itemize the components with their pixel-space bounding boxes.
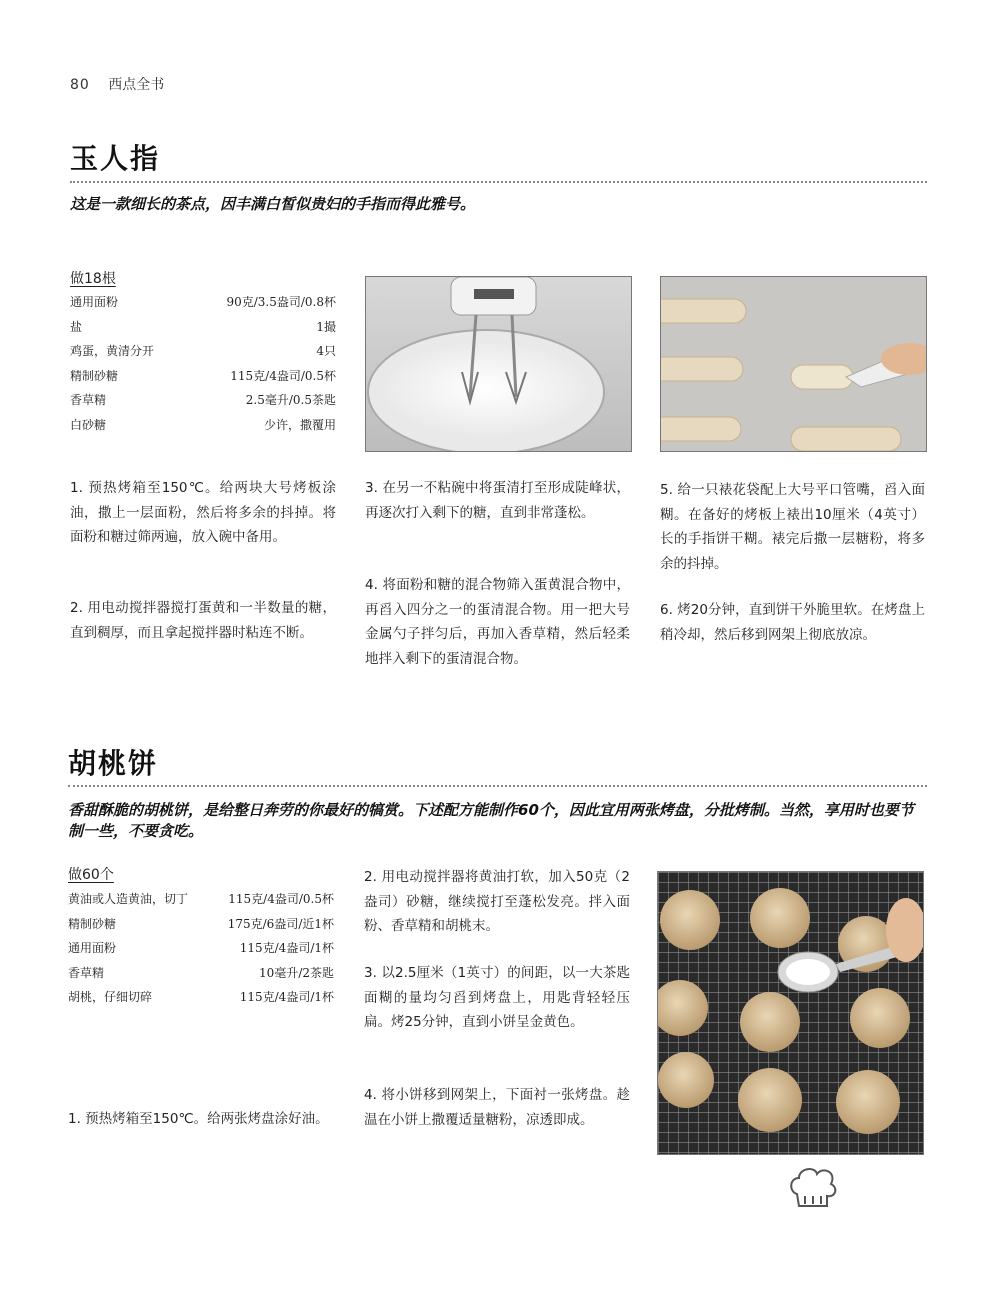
piping-illustration [661, 277, 926, 451]
ingredient-row [70, 416, 336, 441]
step-4: 4. 将面粉和糖的混合物筛入蛋黄混合物中，再舀入四分之一的蛋清混合物。用一把大号金属勺子拌匀后，再加入香草精，然后轻柔地拌入剩下的蛋清混合物。 [365, 577, 630, 667]
ingredient-list [68, 890, 334, 1013]
ingredient-amount: 少许，撒覆用 [263, 417, 336, 432]
ingredient-name: 香草精 [68, 965, 105, 980]
ingredient-amount: 2.5毫升/0.5茶匙 [245, 393, 336, 407]
ingredient-row [70, 318, 336, 343]
ingredient-row [70, 342, 336, 367]
photo-piping-ladyfingers [660, 276, 927, 452]
ingredient-name: 精制砂糖 [70, 368, 119, 383]
ingredient-row [70, 391, 336, 416]
step-2: 2. 用电动搅拌器将黄油打软，加入50克（2盎司）砂糖，继续搅打至蓬松发亮。拌入面粉、香草精和胡桃末。 [364, 869, 630, 934]
ingredient-row [70, 367, 336, 392]
ingredient-name: 鸡蛋，黄清分开 [70, 344, 155, 358]
recipe-intro: 香甜酥脆的胡桃饼，是给整日奔劳的你最好的犒赏。下述配方能制作60个，因此宜用两张烤盘，分批烤制。当然，享用时也要节制一些，不要贪吃。 [68, 801, 914, 840]
ingredient-name: 通用面粉 [70, 295, 119, 309]
ingredient-name: 香草精 [70, 393, 107, 407]
ingredient-row [70, 293, 336, 318]
chef-hat-icon [787, 1164, 839, 1216]
step-3: 3. 在另一不粘碗中将蛋清打至形成陡峰状，再逐次打入剩下的糖，直到非常蓬松。 [365, 480, 630, 521]
step-4: 4. 将小饼移到网架上，下面衬一张烤盘。趁温在小饼上撒覆适量糖粉，凉透即成。 [364, 1087, 630, 1128]
page-number: 80 [70, 77, 90, 93]
ingredient-name: 胡桃，仔细切碎 [68, 990, 153, 1004]
title-divider [70, 181, 927, 183]
ingredient-row [68, 915, 334, 940]
step-1: 1. 预热烤箱至150℃。给两张烤盘涂好油。 [68, 1111, 329, 1127]
cookies-illustration [658, 872, 923, 1154]
recipe-yield: 做18根 [70, 271, 116, 287]
ingredient-amount: 175克/6盎司/近1杯 [227, 916, 334, 931]
step-1: 1. 预热烤箱至150℃。给两块大号烤板涂油，撒上一层面粉，然后将多余的抖掉。将面粉和糖过筛两遍，放入碗中备用。 [70, 480, 336, 545]
ingredient-row [68, 939, 334, 964]
ingredient-name: 精制砂糖 [68, 916, 117, 931]
ingredient-amount: 115克/4盎司/1杯 [239, 941, 334, 955]
step-2: 2. 用电动搅拌器搅打蛋黄和一半数量的糖，直到稠厚，而且拿起搅拌器时粘连不断。 [70, 600, 336, 641]
recipe-intro: 这是一款细长的茶点，因丰满白皙似贵妇的手指而得此雅号。 [70, 195, 476, 213]
ingredient-name: 通用面粉 [68, 941, 117, 955]
ingredient-amount: 1撮 [316, 319, 336, 334]
title-divider [68, 785, 927, 787]
ingredient-name: 黄油或人造黄油，切丁 [68, 892, 189, 906]
ingredient-row [68, 964, 334, 989]
ingredient-list [70, 293, 336, 440]
ingredient-amount: 115克/4盎司/0.5杯 [228, 892, 334, 906]
recipe-title: 胡桃饼 [68, 747, 159, 780]
step-5: 5. 给一只裱花袋配上大号平口管嘴，舀入面糊。在备好的烤板上裱出10厘米（4英寸）长的手指饼干糊。裱完后撒一层糖粉，将多余的抖掉。 [660, 482, 925, 572]
ingredient-name: 白砂糖 [70, 417, 107, 432]
photo-whisking-egg-whites [365, 276, 632, 452]
mixer-illustration [366, 277, 631, 451]
ingredient-name: 盐 [70, 319, 83, 334]
ingredient-amount: 90克/3.5盎司/0.8杯 [226, 295, 336, 309]
ingredient-amount: 115克/4盎司/1杯 [239, 990, 334, 1004]
step-3: 3. 以2.5厘米（1英寸）的间距，以一大茶匙面糊的量均匀舀到烤盘上，用匙背轻轻压扁。烤25分钟，直到小饼呈金黄色。 [364, 965, 630, 1030]
ingredient-row [68, 890, 334, 915]
recipe-title: 玉人指 [70, 142, 161, 175]
ingredient-amount: 10毫升/2茶匙 [259, 965, 334, 980]
book-title: 西点全书 [108, 77, 165, 93]
step-6: 6. 烤20分钟，直到饼干外脆里软。在烤盘上稍冷却，然后移到网架上彻底放凉。 [660, 602, 925, 643]
recipe-yield: 做60个 [68, 867, 114, 883]
ingredient-row [68, 988, 334, 1013]
photo-walnut-cookies-on-rack [657, 871, 924, 1155]
running-header [70, 74, 164, 94]
ingredient-amount: 4只 [316, 344, 336, 358]
ingredient-amount: 115克/4盎司/0.5杯 [230, 368, 336, 383]
